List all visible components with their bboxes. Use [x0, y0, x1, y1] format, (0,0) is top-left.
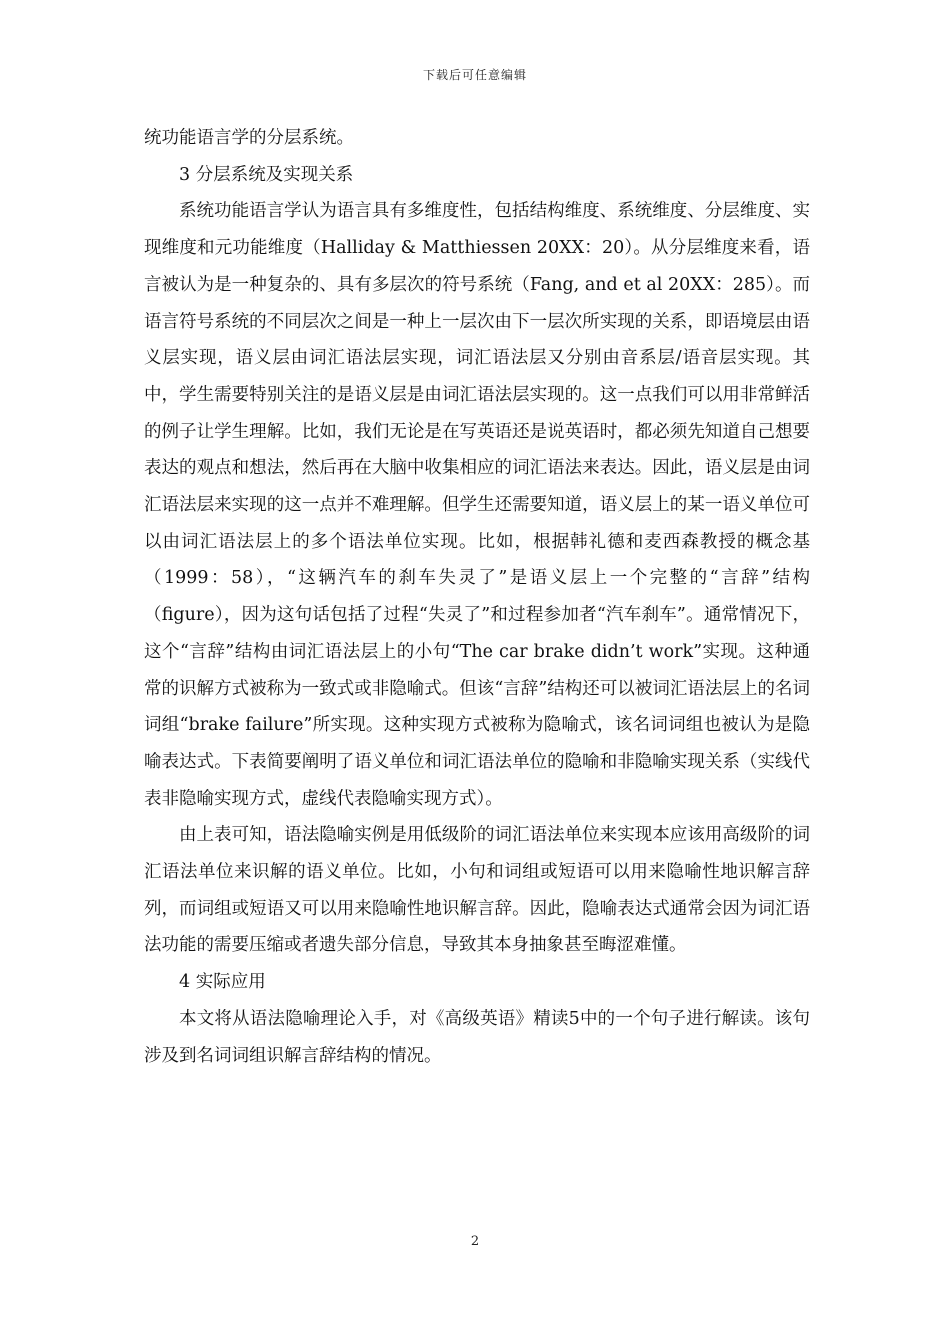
paragraph: 系统功能语言学认为语言具有多维度性，包括结构维度、系统维度、分层维度、实现维度和元功能维度（Halliday & Matthiessen 20XX：20）。从分层维度来看，语言被认为是一种复杂的、具有多层次的符号系统（Fang, and et al 20XX：285）。而语言符号系统的不同层次之间是一种上一层次由下一层次所实现的关系，即语境层由语义层实现，语义层由词汇语法层实现，词汇语法层又分别由音系层/语音层实现。其中，学生需要特别关注的是语义层是由词汇语法层实现的。这一点我们可以用非常鲜活的例子让学生理解。比如，我们无论是在写英语还是说英语时，都必须先知道自己想要表达的观点和想法，然后再在大脑中收集相应的词汇语法来表达。因此，语义层是由词汇语法层来实现的这一点并不难理解。但学生还需要知道，语义层上的某一语义单位可以由词汇语法层上的多个语法单位实现。比如，根据韩礼德和麦西森教授的概念基（1999：58），“这辆汽车的刹车失灵了”是语义层上一个完整的“言辞”结构（figure），因为这句话包括了过程“失灵了”和过程参加者“汽车刹车”。通常情况下，这个“言辞”结构由词汇语法层上的小句“The car brake didn’t work”实现。这种通常的识解方式被称为一致式或非隐喻式。但该“言辞”结构还可以被词汇语法层上的名词词组“brake failure”所实现。这种实现方式被称为隐喻式，该名词词组也被认为是隐喻表达式。下表简要阐明了语义单位和词汇语法单位的隐喻和非隐喻实现关系（实线代表非隐喻实现方式，虚线代表隐喻实现方式）。: [144, 201, 810, 809]
page-header: 下载后可任意编辑: [422, 68, 527, 82]
paragraph: 本文将从语法隐喻理论入手，对《高级英语》精读5中的一个句子进行解读。该句涉及到名词词组识解言辞结构的情况。: [144, 1008, 810, 1066]
body-text: [144, 120, 810, 1074]
section-heading-4: 4 实际应用: [179, 972, 266, 993]
page-number: 2: [470, 1234, 480, 1249]
paragraph: 由上表可知，语法隐喻实例是用低级阶的词汇语法单位来实现本应该用高级阶的词汇语法单位来识解的语义单位。比如，小句和词组或短语可以用来隐喻性地识解言辞列，而词组或短语又可以用来隐喻性地识解言辞。因此，隐喻表达式通常会因为词汇语法功能的需要压缩或者遗失部分信息，导致其本身抽象甚至晦涩难懂。: [144, 825, 810, 956]
paragraph-continuation: 统功能语言学的分层系统。: [144, 128, 354, 148]
section-heading-3: 3 分层系统及实现关系: [179, 164, 354, 185]
